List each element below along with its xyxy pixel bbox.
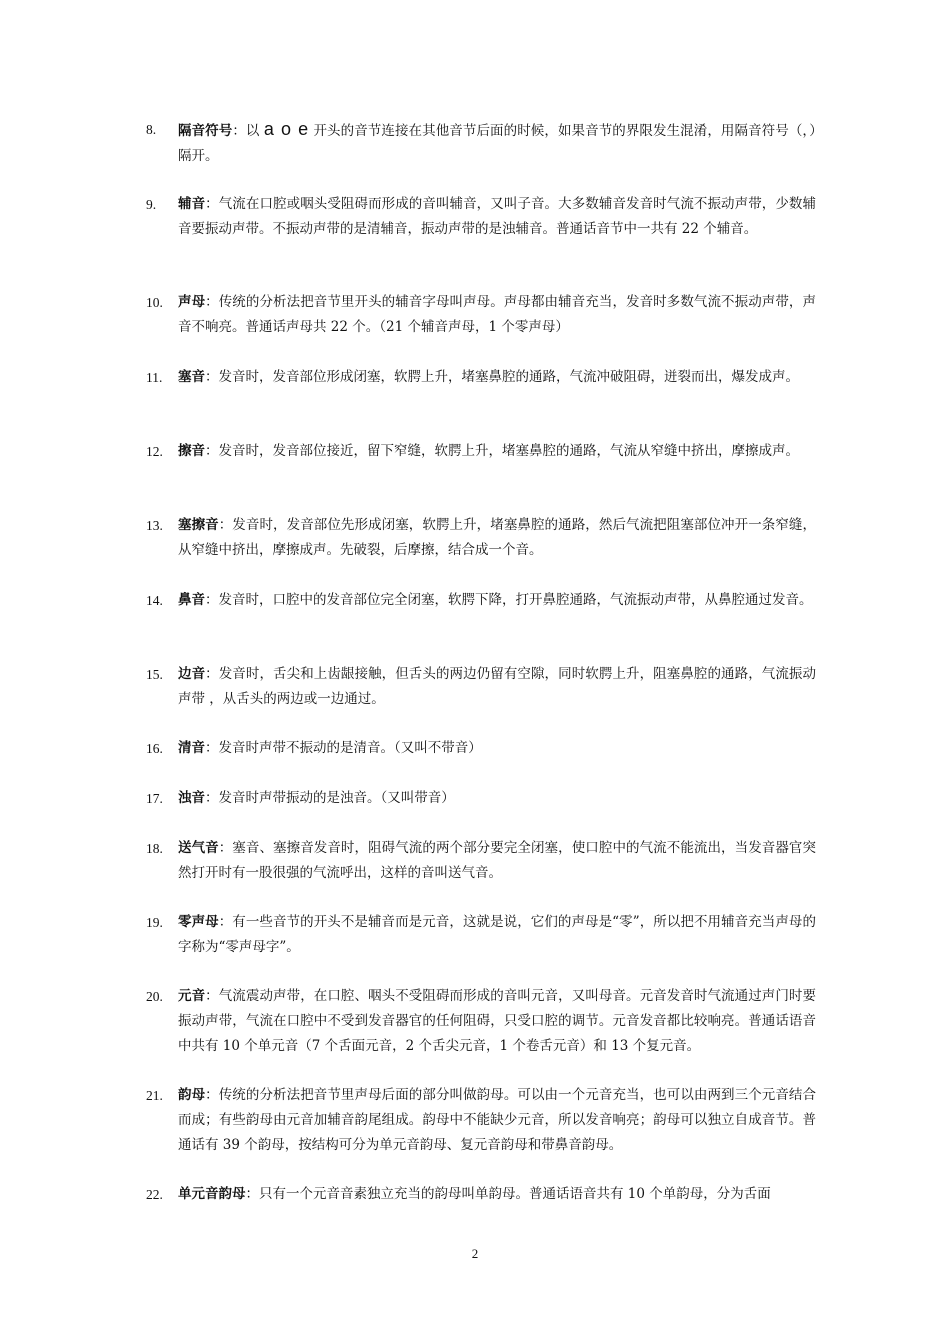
definition: ：传统的分析法把音节里声母后面的部分叫做韵母。可以由一个元音充当，也可以由两到三个元音结合而成；有些韵母由元音加辅音韵尾组成。韵母中不能缺少元音，所以发音响亮；韵母可以独立自成音节。普通话有 39 个韵母，按结构可分为单元音韵母、复元音韵母和带鼻音韵母。 [178, 1087, 817, 1153]
list-item [146, 513, 816, 563]
item-text [178, 910, 816, 960]
item-number: 19. [146, 915, 163, 930]
item-number: 11. [146, 370, 163, 385]
term: 零声母 [178, 914, 219, 930]
list-item [146, 117, 816, 169]
item-text [178, 365, 816, 390]
definition: ：发音时，口腔中的发音部位完全闭塞，软腭下降，打开鼻腔通路，气流振动声带，从鼻腔通过发音。 [205, 592, 813, 608]
list-item [146, 984, 816, 1059]
page-number: 2 [471, 1246, 479, 1261]
list-item [146, 662, 816, 712]
term: 元音 [178, 988, 206, 1004]
item-number: 10. [146, 295, 163, 310]
item-text [178, 836, 816, 886]
list-item [146, 1083, 816, 1158]
item-text [178, 786, 816, 811]
item-text [178, 588, 816, 613]
term: 鼻音 [178, 592, 205, 608]
term: 塞擦音 [178, 517, 219, 533]
item-number: 16. [146, 741, 163, 756]
item-text [178, 290, 816, 340]
definition: ：气流在口腔或咽头受阻碍而形成的音叫辅音，又叫子音。大多数辅音发音时气流不振动声带，少数辅音要振动声带。不振动声带的是清辅音，振动声带的是浊辅音。普通话音节中一共有 22 个辅音。 [178, 196, 817, 237]
term: 单元音韵母 [178, 1186, 246, 1202]
definition: ：只有一个元音音素独立充当的韵母叫单韵母。普通话语音共有 10 个单韵母，分为舌面 [245, 1186, 771, 1202]
item-text [178, 1083, 816, 1158]
list-item [146, 736, 816, 761]
pinyin-letters: a o e [263, 119, 310, 139]
definition: ：有一些音节的开头不是辅音而是元音，这就是说，它们的声母是“零”，所以把不用辅音充当声母的字称为“零声母字”。 [178, 914, 817, 955]
definition: ：发音时，发音部位形成闭塞，软腭上升，堵塞鼻腔的通路，气流冲破阻碍，迸裂而出，爆发成声。 [205, 369, 799, 385]
item-number: 20. [146, 989, 163, 1004]
term: 边音 [178, 666, 206, 682]
list-item [146, 836, 816, 886]
definition: ：发音时，发音部位接近，留下窄缝，软腭上升，堵塞鼻腔的通路，气流从窄缝中挤出，摩擦成声。 [205, 443, 799, 459]
term: 清音 [178, 740, 205, 756]
item-text [178, 192, 816, 242]
definition: ：气流震动声带，在口腔、咽头不受阻碍而形成的音叫元音，又叫母音。元音发音时气流通过声门时要振动声带，气流在口腔中不受到发音器官的任何阻碍，只受口腔的调节。元音发音都比较响亮。普通话语音中共有 10 个单元音（7 个舌面元音，2 个舌尖元音，1 个卷舌元音）和 13 个复元音。 [178, 988, 817, 1054]
item-number: 14. [146, 593, 163, 608]
list-item [146, 910, 816, 960]
item-text [178, 736, 816, 761]
item-text [178, 513, 816, 563]
item-number: 13. [146, 518, 163, 533]
term: 辅音 [178, 196, 206, 212]
item-number: 17. [146, 791, 163, 806]
term: 浊音 [178, 790, 205, 806]
term: 塞音 [178, 369, 205, 385]
list-item [146, 365, 816, 390]
item-number: 18. [146, 841, 163, 856]
item-text [178, 439, 816, 464]
definition: ：发音时，发音部位先形成闭塞，软腭上升，堵塞鼻腔的通路，然后气流把阻塞部位冲开一条窄缝，从窄缝中挤出，摩擦成声。先破裂，后摩擦，结合成一个音。 [178, 517, 817, 558]
item-text [178, 984, 816, 1059]
item-number: 22. [146, 1187, 163, 1202]
list-item [146, 192, 816, 242]
list-item [146, 290, 816, 340]
item-text [178, 662, 816, 712]
list-item [146, 588, 816, 613]
list-item [146, 786, 816, 811]
definition: 开头的音节连接在其他音节后面的时候，如果音节的界限发生混淆，用隔音符号（，）隔开。 [178, 123, 817, 164]
definition: ：传统的分析法把音节里开头的辅音字母叫声母。声母都由辅音充当，发音时多数气流不振动声带，声音不响亮。普通话声母共 22 个。（21 个辅音声母，1 个零声母） [178, 294, 817, 335]
term: 擦音 [178, 443, 205, 459]
item-number: 15. [146, 667, 163, 682]
item-number: 9. [146, 197, 157, 212]
term: 送气音 [178, 840, 219, 856]
term: 声母 [178, 294, 206, 310]
item-text: 隔音符号：以 a o e 开头的音节连接在其他音节后面的时候，如果音节的界限发生混淆，用隔音符号（，）隔开。 [178, 119, 817, 164]
definition: ：塞音、塞擦音发音时，阻碍气流的两个部分要完全闭塞，使口腔中的气流不能流出，当发音器官突然打开时有一股很强的气流呼出，这样的音叫送气音。 [178, 840, 817, 881]
item-number: 8. [146, 122, 157, 137]
definition: ：发音时，舌尖和上齿龈接触，但舌头的两边仍留有空隙，同时软腭上升，阻塞鼻腔的通路，气流振动声带 ，从舌头的两边或一边通过。 [178, 666, 817, 707]
item-text [178, 1182, 816, 1207]
term: 韵母 [178, 1087, 206, 1103]
list-item [146, 1182, 816, 1207]
list-item [146, 439, 816, 464]
item-number: 12. [146, 444, 163, 459]
item-number: 21. [146, 1088, 163, 1103]
term: 隔音符号 [178, 123, 233, 139]
definition: ：发音时声带不振动的是清音。（又叫不带音） [205, 740, 482, 756]
definition: ：发音时声带振动的是浊音。（又叫带音） [205, 790, 455, 806]
